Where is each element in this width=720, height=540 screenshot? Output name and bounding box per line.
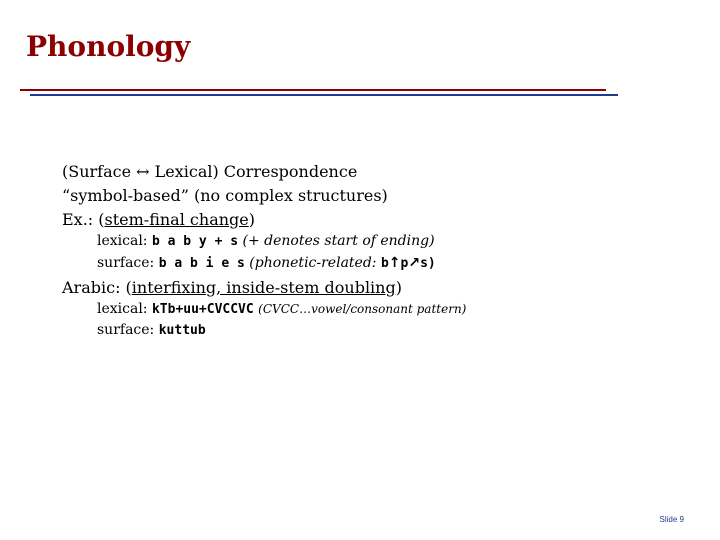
surface-label: surface: [97,255,159,271]
surface-note-p: p [400,256,409,271]
slide-number: Slide 9 [659,515,684,524]
example-prefix: Ex.: ( [62,210,105,229]
bullet-example [62,210,255,229]
surface-note-b: b [380,256,389,271]
arabic-suffix: ) [395,278,402,297]
arabic-underline: interfixing, inside-stem doubling [131,278,396,297]
lexical-note-2: (CVCC…vowel/consonant pattern) [258,302,467,316]
surface-line-2 [97,322,206,338]
lexical-label: lexical: [97,233,152,249]
slide-title: Phonology [26,30,191,63]
lexical-code: b a b y + s [151,234,239,249]
bullet-arabic [62,278,402,297]
arabic-prefix: Arabic: ( [62,278,132,297]
example-suffix: ) [248,210,255,229]
title-rule-red [20,89,606,91]
lexical-line-2 [97,301,466,317]
bullet-symbol-based: “symbol-based” (no complex structures) [62,186,388,205]
diagonal-arrow-icon: ↗ [408,255,421,271]
surface-line-1 [97,255,436,271]
bullet-correspondence: (Surface ↔ Lexical) Correspondence [62,162,358,181]
surface-code: b a b i e s [158,256,245,271]
surface-note: (phonetic-related: [249,255,381,271]
surface-code-2: kuttub [158,323,206,338]
lexical-note: (+ denotes start of ending) [242,233,435,249]
surface-note-end: s) [420,256,436,271]
lexical-line-1 [97,233,435,249]
title-rule-blue [30,94,618,96]
up-arrow-icon: ↑ [388,255,401,271]
example-underline: stem-final change [104,210,249,229]
lexical-label-2: lexical: [97,301,152,317]
surface-label-2: surface: [97,322,159,338]
lexical-code-2: kTb+uu+CVCCVC [151,302,254,317]
